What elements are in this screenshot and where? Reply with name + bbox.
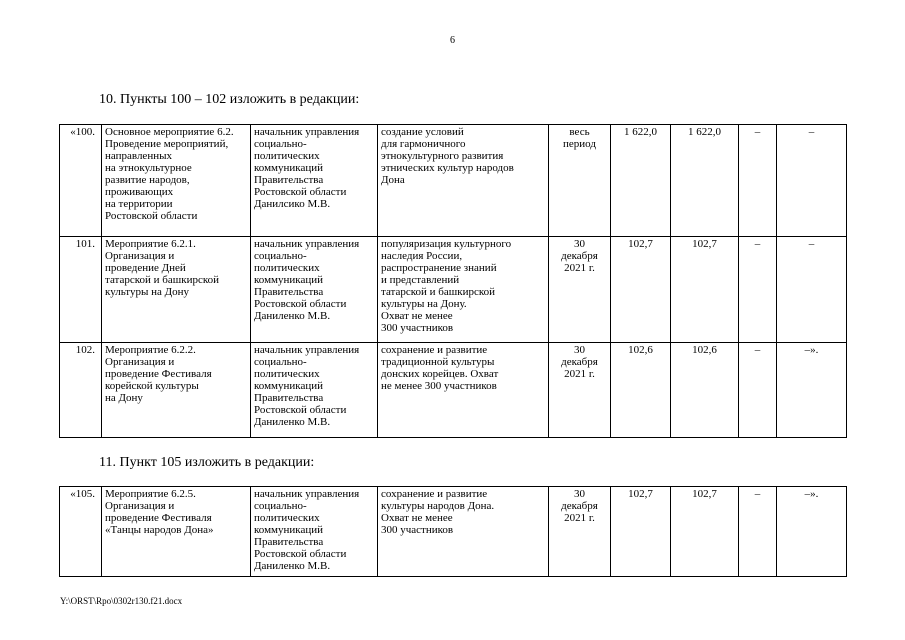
activity-name-cell [102,487,251,577]
page-number: 6 [450,35,455,46]
executor-cell [251,237,378,343]
executor-cell-text: начальник управления социально- политических коммуникаций Правительства Ростовской области Даниленко М.В. [254,344,360,428]
row-number-cell [60,237,102,343]
activity-name-cell-text: Основное мероприятие 6.2. Проведение мероприятий, направленных на этнокультурное развитие народов, проживающих на территории Ростовской области [105,126,234,222]
federal-budget-cell [739,343,777,438]
activity-name-cell-text: Мероприятие 6.2.5. Организация и проведение Фестиваля «Танцы народов Дона» [105,488,214,536]
deadline-cell [549,237,611,343]
row-number-cell-text: «100. [70,126,95,138]
deadline-cell [549,125,611,237]
regional-budget-cell [671,237,739,343]
section-heading-points-100-102: 10. Пункты 100 – 102 изложить в редакции: [99,92,360,107]
total-amount-cell-text: 102,7 [628,488,653,500]
executor-cell-text: начальник управления социально- политических коммуникаций Правительства Ростовской области Даниленко М.В. [254,488,360,572]
program-table-2 [59,486,847,577]
other-sources-cell [777,487,847,577]
expected-result-cell-text: популяризация культурного наследия России, распространение знаний и представлений татарской и башкирской культуры на Дону. Охват не менее 300 участников [381,238,512,334]
deadline-cell-text: 30 декабря 2021 г. [561,238,598,274]
deadline-cell-text: весь период [563,126,596,150]
activity-name-cell-text: Мероприятие 6.2.1. Организация и проведение Дней татарской и башкирской культуры на Дону [105,238,220,298]
expected-result-cell [378,343,549,438]
federal-budget-cell [739,487,777,577]
row-number-cell-text: 101. [75,238,95,250]
expected-result-cell [378,237,549,343]
federal-budget-cell-text: – [754,238,761,250]
federal-budget-cell-text: – [754,126,761,138]
row-number-cell-text: «105. [70,488,95,500]
regional-budget-cell-text: 102,6 [692,344,717,356]
total-amount-cell-text: 1 622,0 [624,126,657,138]
deadline-cell [549,487,611,577]
row-number-cell [60,343,102,438]
federal-budget-cell-text: – [754,344,761,356]
activity-name-cell [102,343,251,438]
activity-name-cell-text: Мероприятие 6.2.2. Организация и проведение Фестиваля корейской культуры на Дону [105,344,212,404]
regional-budget-cell [671,487,739,577]
expected-result-cell [378,487,549,577]
regional-budget-cell [671,125,739,237]
other-sources-cell-text: – [808,238,815,250]
table-row [60,125,847,237]
total-amount-cell [611,125,671,237]
other-sources-cell [777,125,847,237]
total-amount-cell-text: 102,6 [628,344,653,356]
expected-result-cell-text: сохранение и развитие культуры народов Дона. Охват не менее 300 участников [381,488,495,536]
table-row [60,487,847,577]
executor-cell [251,343,378,438]
activity-name-cell [102,125,251,237]
executor-cell [251,487,378,577]
table-row [60,237,847,343]
executor-cell [251,125,378,237]
federal-budget-cell [739,237,777,343]
other-sources-cell-text: – [808,126,815,138]
expected-result-cell [378,125,549,237]
other-sources-cell-text: –». [804,488,819,500]
program-table-1 [59,124,847,438]
deadline-cell [549,343,611,438]
other-sources-cell [777,343,847,438]
row-number-cell [60,487,102,577]
total-amount-cell [611,237,671,343]
federal-budget-cell [739,125,777,237]
executor-cell-text: начальник управления социально- политических коммуникаций Правительства Ростовской области Даниленко М.В. [254,238,360,322]
federal-budget-cell-text: – [754,488,761,500]
other-sources-cell-text: –». [804,344,819,356]
total-amount-cell [611,343,671,438]
expected-result-cell-text: сохранение и развитие традиционной культуры донских корейцев. Охват не менее 300 участников [381,344,499,392]
section-heading-point-105: 11. Пункт 105 изложить в редакции: [99,455,315,470]
regional-budget-cell-text: 1 622,0 [688,126,721,138]
total-amount-cell-text: 102,7 [628,238,653,250]
total-amount-cell [611,487,671,577]
expected-result-cell-text: создание условий для гармоничного этнокультурного развития этнических культур народов Дона [381,126,514,186]
row-number-cell-text: 102. [75,344,95,356]
row-number-cell [60,125,102,237]
table-row [60,343,847,438]
regional-budget-cell-text: 102,7 [692,238,717,250]
regional-budget-cell [671,343,739,438]
deadline-cell-text: 30 декабря 2021 г. [561,488,598,524]
regional-budget-cell-text: 102,7 [692,488,717,500]
deadline-cell-text: 30 декабря 2021 г. [561,344,598,380]
document-path-footer: Y:\ORST\Rpo\0302r130.f21.docx [60,596,183,606]
activity-name-cell [102,237,251,343]
other-sources-cell [777,237,847,343]
executor-cell-text: начальник управления социально- политических коммуникаций Правительства Ростовской области Данилсико М.В. [254,126,360,210]
